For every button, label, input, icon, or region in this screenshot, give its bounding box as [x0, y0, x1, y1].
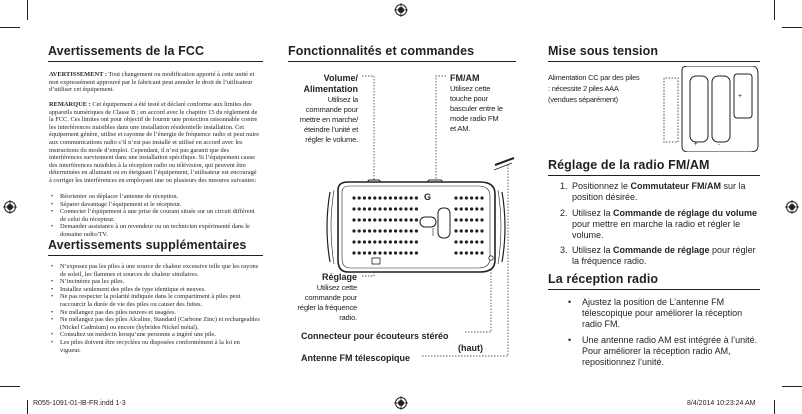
speaker-grille-dot	[368, 207, 371, 210]
speaker-grille-dot	[454, 207, 457, 210]
speaker-grille-dot	[480, 240, 483, 243]
speaker-grille-dot	[470, 251, 473, 254]
speaker-grille-dot	[368, 229, 371, 232]
fcc-warning-text: Tout changement ou modification apporté à cette unité et non expressément approuvé par le fabricant peut annuler le droit de l’utilisateur d’utiliser cet équipement.	[49, 71, 255, 94]
speaker-grille-dot	[470, 229, 473, 232]
speaker-grille-dot	[475, 207, 478, 210]
speaker-grille-dot	[352, 196, 355, 199]
speaker-grille-dot	[454, 218, 457, 221]
crop-mark	[782, 386, 802, 387]
speaker-grille-dot	[389, 218, 392, 221]
registration-mark-bottom	[394, 396, 408, 410]
radio-illustration	[290, 62, 522, 362]
speaker-grille-dot	[454, 229, 457, 232]
speaker-grille-dot	[460, 240, 463, 243]
list-item: • N’incinérez pas les piles.	[49, 278, 260, 286]
speaker-grille-dot	[399, 251, 402, 254]
volume-desc-line: Utilisez la	[327, 95, 358, 104]
speaker-grille-dot	[378, 251, 381, 254]
fmam-desc-line: Utilisez cette	[450, 84, 491, 93]
speaker-grille-dot	[363, 196, 366, 199]
list-item: • Ne pas respecter la polarité indiquée dans le compartiment à piles peut raccourcir la durée de vie des piles ou causer des fuites.	[49, 293, 260, 308]
speaker-grille-dot	[373, 207, 376, 210]
speaker-grille-dot	[389, 229, 392, 232]
list-item: • Les piles doivent être recyclées ou disposées conformément à la loi en vigueur.	[49, 339, 260, 354]
speaker-grille-dot	[373, 251, 376, 254]
speaker-grille-dot	[465, 229, 468, 232]
speaker-grille-dot	[363, 240, 366, 243]
power-heading-rule	[548, 61, 760, 62]
registration-mark-right	[785, 200, 799, 214]
speaker-grille-dot	[460, 218, 463, 221]
speaker-grille-dot	[460, 207, 463, 210]
antenna-label: Antenne FM télescopique	[301, 353, 411, 363]
speaker-grille-dot	[358, 229, 361, 232]
step-bold: Commande de réglage	[613, 245, 710, 255]
speaker-grille-dot	[384, 196, 387, 199]
speaker-grille-dot	[454, 251, 457, 254]
list-item: • Consultez un médecin lorsqu’une personne a ingéré une pile.	[49, 331, 260, 339]
speaker-grille-dot	[378, 218, 381, 221]
speaker-grille-dot	[465, 196, 468, 199]
power-description	[548, 72, 668, 105]
speaker-grille-dot	[475, 240, 478, 243]
speaker-grille-dot	[415, 196, 418, 199]
tuning-step-text	[572, 245, 758, 267]
tuning-label-title: Réglage	[321, 272, 357, 282]
speaker-grille-dot	[394, 251, 397, 254]
svg-text:-: -	[718, 142, 720, 148]
tuning-desc-line: Utilisez cette	[316, 283, 357, 292]
speaker-grille-dot	[399, 240, 402, 243]
speaker-grille-dot	[470, 207, 473, 210]
battery-compartment-illustration	[660, 66, 760, 152]
tuning-step: 2.	[560, 208, 568, 218]
speaker-grille-dot	[480, 196, 483, 199]
speaker-grille-dot	[389, 251, 392, 254]
speaker-grille-dot	[465, 207, 468, 210]
speaker-grille-dot	[475, 251, 478, 254]
speaker-grille-dot	[363, 207, 366, 210]
speaker-grille-dot	[389, 240, 392, 243]
speaker-grille-dot	[480, 229, 483, 232]
step-post: pour mettre en marche la radio et régler le volume.	[572, 218, 741, 240]
power-heading: Mise sous tension	[548, 44, 659, 58]
volume-desc-line: mettre en marche/	[299, 115, 358, 124]
speaker-grille-dot	[399, 218, 402, 221]
speaker-grille-dot	[465, 218, 468, 221]
features-heading: Fonctionnalités et commandes	[288, 44, 475, 58]
crop-mark	[774, 400, 775, 414]
step-pre: Utilisez la	[572, 208, 614, 218]
speaker-grille-dot	[373, 240, 376, 243]
speaker-grille-dot	[352, 207, 355, 210]
tuning-desc-line: radio.	[339, 313, 357, 322]
step-post: pour régler la fréquence radio.	[572, 245, 756, 266]
list-item: • Connecter l’équipement à une prise de courant située sur un circuit différent de celui du récepteur.	[49, 208, 260, 223]
fcc-heading: Avertissements de la FCC	[48, 44, 205, 58]
speaker-grille-dot	[358, 207, 361, 210]
speaker-grille-dot	[384, 218, 387, 221]
extra-warnings-list	[49, 263, 260, 354]
step-post: sur la position désirée.	[572, 181, 746, 202]
fcc-note-label: REMARQUE :	[49, 101, 91, 108]
svg-text:+: +	[694, 142, 698, 148]
speaker-grille-dot	[399, 207, 402, 210]
list-item: • Réorienter ou déplacer l’antenne de réception.	[49, 193, 260, 201]
volume-label-title-2: Alimentation	[303, 84, 358, 94]
speaker-grille-dot	[410, 240, 413, 243]
speaker-grille-dot	[384, 240, 387, 243]
crop-mark	[774, 0, 775, 20]
fmam-desc-line: basculer entre le	[450, 104, 503, 113]
speaker-grille-dot	[363, 229, 366, 232]
registration-mark-left	[3, 200, 17, 214]
speaker-grille-dot	[368, 196, 371, 199]
svg-text:G: G	[424, 192, 432, 202]
speaker-grille-dot	[394, 207, 397, 210]
list-item: • N’exposez pas les piles à une source de chaleur excessive telle que les rayons de soleil, les flammes et sources de chaleur similaires.	[49, 263, 260, 278]
tuning-step-text	[572, 208, 758, 240]
speaker-grille-dot	[399, 196, 402, 199]
list-item: • Séparer davantage l’équipement et le récepteur.	[49, 201, 260, 209]
speaker-grille-dot	[415, 229, 418, 232]
speaker-grille-dot	[363, 218, 366, 221]
speaker-grille-dot	[465, 251, 468, 254]
speaker-grille-dot	[470, 240, 473, 243]
speaker-grille-dot	[415, 207, 418, 210]
footer-timestamp: 8/4/2014 10:23:24 AM	[687, 400, 756, 407]
crop-mark	[27, 0, 28, 20]
crop-mark	[782, 27, 802, 28]
speaker-grille-dot	[415, 251, 418, 254]
speaker-grille-dot	[368, 251, 371, 254]
speaker-grille-dot	[480, 218, 483, 221]
list-item: • Ne mélangez pas des piles Alcaline, Standard (Carbone Zinc) et rechargeables (Nickel Cadmium) ou encore (hybrides Nickel métal).	[49, 316, 260, 331]
speaker-grille-dot	[410, 251, 413, 254]
crop-mark	[27, 400, 28, 414]
speaker-grille-dot	[480, 251, 483, 254]
speaker-grille-dot	[394, 196, 397, 199]
speaker-grille-dot	[378, 207, 381, 210]
list-item: • Installez seulement des piles de type identique et neuves.	[49, 286, 260, 294]
volume-desc-line: commande pour	[305, 105, 358, 114]
reception-heading-rule	[548, 289, 760, 290]
list-item: • Ne mélangez pas des piles neuves et usagées.	[49, 309, 260, 317]
speaker-grille-dot	[415, 240, 418, 243]
speaker-grille-dot	[475, 218, 478, 221]
volume-desc-line: régler le volume.	[305, 135, 358, 144]
speaker-grille-dot	[368, 218, 371, 221]
crop-mark	[0, 386, 20, 387]
fcc-note-text: Cet équipement a été testé et déclaré conforme aux limites des appareils numériques de Classe B ; en accord avec le chapitre 15 du règlement de la FCC. Ces limites ont pour objectif de fournir une protection raisonnable contre les interférences nuisibles dans une installation résidentielle installation. Cet équipement génère, utilise et rayonne de l’énergie de fréquence radio et peut nuire aux communications radio s’il n’est pas installé et utilisé en accord avec les instructions du mode d’emploi. Cependant, il n’est pas garanti que des interférences surviennent dans une installation spécifique. Si l’équipement cause des interférences nuisibles à la réception radio ou télévision, qui peuvent être déterminées en allumant ou en éteignant l’équipement, l’utilisateur est encouragé à corriger les interférences en employant une ou plusieurs des mesures suivantes:	[49, 101, 260, 184]
fcc-measures-list	[49, 193, 260, 239]
volume-label-title: Volume/	[323, 73, 358, 83]
speaker-grille-dot	[384, 251, 387, 254]
reception-bullet: Ajustez la position de L’antenne FM télescopique pour améliorer la réception radio FM.	[582, 297, 743, 329]
speaker-grille-dot	[404, 251, 407, 254]
fmam-label-title: FM/AM	[450, 73, 480, 83]
speaker-grille-dot	[394, 229, 397, 232]
speaker-grille-dot	[389, 207, 392, 210]
step-bold: Commande de réglage du volume	[613, 208, 758, 218]
speaker-grille-dot	[378, 240, 381, 243]
speaker-grille-dot	[352, 240, 355, 243]
svg-text:+: +	[738, 93, 743, 100]
speaker-grille-dot	[460, 251, 463, 254]
speaker-grille-dot	[373, 196, 376, 199]
fmam-desc-line: et AM.	[450, 124, 471, 133]
speaker-grille-dot	[470, 218, 473, 221]
reception-heading: La réception radio	[548, 272, 659, 286]
tuning-desc-line: régler la fréquence	[297, 303, 357, 312]
speaker-grille-dot	[384, 229, 387, 232]
speaker-grille-dot	[454, 196, 457, 199]
speaker-grille-dot	[368, 240, 371, 243]
speaker-grille-dot	[363, 251, 366, 254]
speaker-grille-dot	[415, 218, 418, 221]
speaker-grille-dot	[394, 218, 397, 221]
fmam-desc-line: touche pour	[450, 94, 488, 103]
registration-mark-top	[394, 3, 408, 17]
headphone-jack-label-2: (haut)	[458, 343, 483, 353]
speaker-grille-dot	[460, 196, 463, 199]
speaker-grille-dot	[394, 240, 397, 243]
speaker-grille-dot	[410, 207, 413, 210]
speaker-grille-dot	[378, 229, 381, 232]
extra-warnings-heading: Avertissements supplémentaires	[48, 238, 247, 252]
speaker-grille-dot	[410, 218, 413, 221]
fcc-warning-paragraph	[49, 71, 260, 94]
volume-desc-line: éteindre l’unité et	[303, 125, 358, 134]
fcc-warning-label: AVERTISSEMENT :	[49, 71, 107, 78]
power-desc-line: (vendues séparément)	[548, 95, 618, 104]
speaker-grille-dot	[460, 229, 463, 232]
speaker-grille-dot	[475, 196, 478, 199]
tuning-step-text	[572, 181, 758, 203]
speaker-grille-dot	[358, 196, 361, 199]
speaker-grille-dot	[399, 229, 402, 232]
speaker-grille-dot	[404, 240, 407, 243]
tuning-step: 3.	[560, 245, 568, 255]
reception-bullet: Une antenne radio AM est intégrée à l’unité. Pour améliorer la réception radio AM, repositionnez l’unité.	[582, 335, 758, 367]
power-desc-line: : nécessite 2 piles AAA	[548, 84, 619, 93]
speaker-grille-dot	[373, 218, 376, 221]
step-pre: Positionnez le	[572, 181, 631, 191]
tuning-desc-line: commande pour	[304, 293, 357, 302]
tuning-step: 1.	[560, 181, 568, 191]
reception-bullet-marker: •	[568, 335, 572, 345]
footer-filename: R055-1091-01-IB-FR.indd 1-3	[33, 400, 126, 407]
step-pre: Utilisez la	[572, 245, 614, 255]
speaker-grille-dot	[358, 251, 361, 254]
list-item: • Demander assistance à un revendeur ou un technicien expérimenté dans le domaine radio/TV.	[49, 223, 260, 238]
crop-mark	[0, 27, 20, 28]
speaker-grille-dot	[404, 218, 407, 221]
headphone-jack-label: Connecteur pour écouteurs stéréo	[301, 331, 449, 341]
extra-heading-rule	[48, 255, 263, 256]
fcc-note-paragraph	[49, 101, 260, 185]
speaker-grille-dot	[480, 207, 483, 210]
speaker-grille-dot	[410, 229, 413, 232]
speaker-grille-dot	[373, 229, 376, 232]
speaker-grille-dot	[352, 229, 355, 232]
speaker-grille-dot	[404, 196, 407, 199]
speaker-grille-dot	[358, 218, 361, 221]
step-bold: Commutateur FM/AM	[630, 181, 722, 191]
fmam-tuning-heading: Réglage de la radio FM/AM	[548, 158, 710, 172]
fcc-heading-rule	[48, 61, 263, 62]
power-desc-line: Alimentation CC par des piles	[548, 73, 640, 82]
speaker-grille-dot	[410, 196, 413, 199]
speaker-grille-dot	[475, 229, 478, 232]
speaker-grille-dot	[404, 207, 407, 210]
speaker-grille-dot	[470, 196, 473, 199]
fmam-desc-line: mode radio FM	[450, 114, 499, 123]
speaker-grille-dot	[358, 240, 361, 243]
speaker-grille-dot	[352, 218, 355, 221]
speaker-grille-dot	[389, 196, 392, 199]
speaker-grille-dot	[352, 251, 355, 254]
fmam-tuning-heading-rule	[548, 175, 760, 176]
speaker-grille-dot	[404, 229, 407, 232]
speaker-grille-dot	[378, 196, 381, 199]
reception-bullet-marker: •	[568, 297, 572, 307]
speaker-grille-dot	[465, 240, 468, 243]
speaker-grille-dot	[454, 240, 457, 243]
speaker-grille-dot	[384, 207, 387, 210]
